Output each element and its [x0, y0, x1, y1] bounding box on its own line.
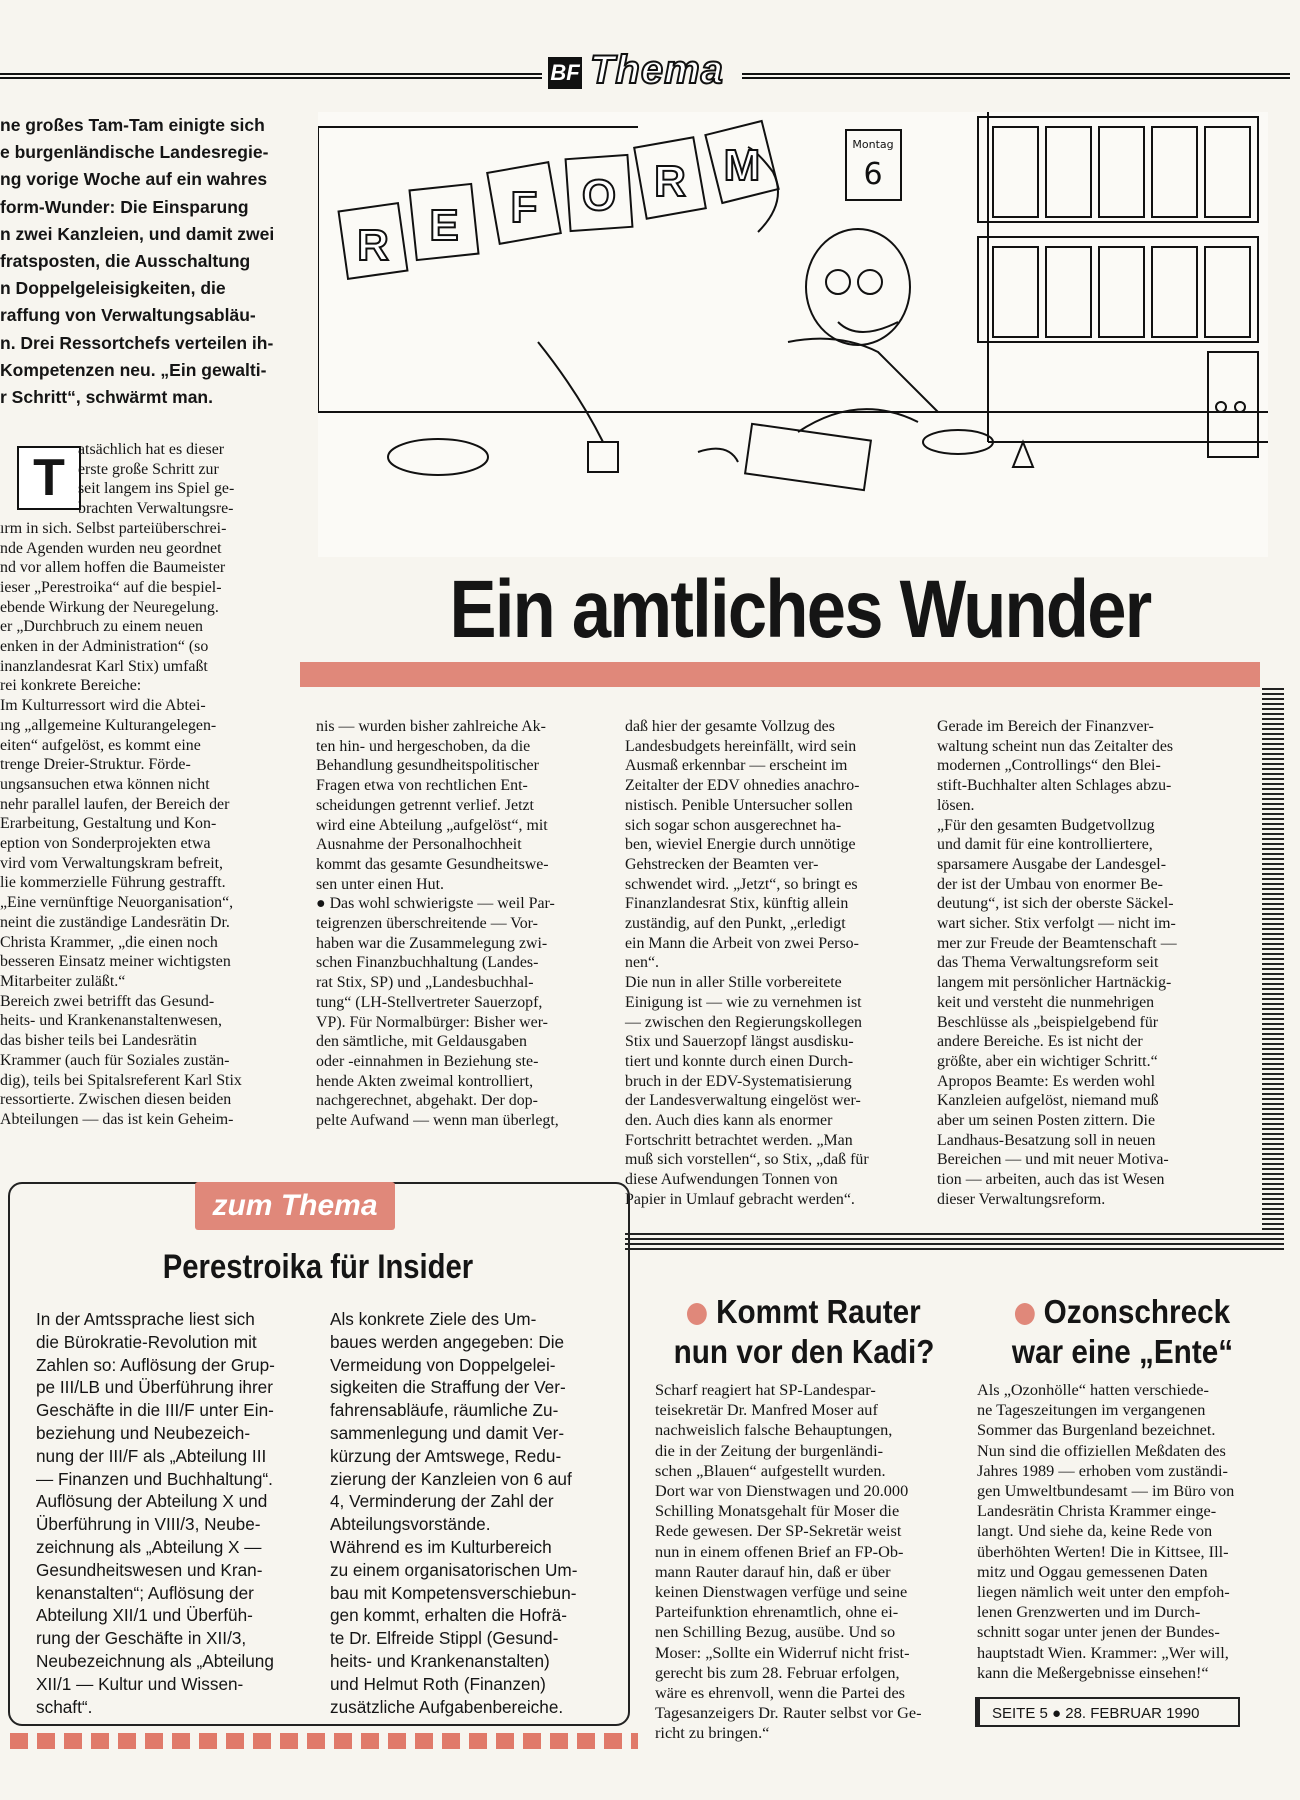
article-column-1 — [0, 440, 292, 1130]
text-line: richt zu bringen.“ — [655, 1723, 770, 1743]
text-line: stift-Buchhalter alten Schlages abzu- — [937, 777, 1172, 795]
text-line: ● Das wohl schwierigste — weil Par- — [316, 895, 555, 913]
text-line: Scharf reagiert hat SP-Landespar- — [655, 1380, 876, 1399]
page-footer: SEITE 5 ● 28. FEBRUAR 1990 — [975, 1697, 1240, 1727]
text-line: pelte Aufwand — wenn man überlegt, — [316, 1112, 559, 1130]
text-line: rei konkrete Bereiche: — [0, 677, 142, 695]
text-line: ben, wieviel Energie durch unnötige — [625, 836, 856, 854]
text-line: schen „Blauen“ aufgestellt wurden. — [655, 1460, 886, 1480]
section-title: Thema — [590, 48, 724, 92]
headline: Ein amtliches Wunder — [449, 564, 1151, 655]
text-line: „Für den gesamten Budgetvollzug — [937, 816, 1155, 834]
text-line: lösen. — [937, 796, 975, 814]
text-line: heits- und Krankenanstaltenwesen, — [0, 1012, 222, 1030]
text-line: zeichnung als „Abteilung X — — [36, 1536, 262, 1557]
text-line: tiert und konnte durch einen Durch- — [625, 1052, 854, 1070]
text-line: ebende Wirkung der Neuregelung. — [0, 598, 219, 616]
cartoon-letter: E — [429, 201, 459, 250]
text-line: sigkeiten die Straffung der Ver- — [330, 1377, 566, 1398]
text-line: Ausmaß erkennbar — erscheint im — [625, 757, 848, 775]
text-line: keinen Dienstwagen verfüge und seine — [655, 1582, 908, 1602]
text-line: deutung“, ist sich der oberste Säckel- — [937, 895, 1174, 913]
text-line: ıng „allgemeine Kulturangelegen- — [0, 716, 217, 734]
text-line: nde Agenden wurden neu geordnet — [0, 539, 222, 557]
text-line: Bereichen — und mit neuer Motiva- — [937, 1151, 1169, 1169]
text-line: Papier in Umlauf gebracht werden“. — [625, 1190, 855, 1208]
text-line: Vermeidung von Doppelgelei- — [330, 1354, 556, 1375]
text-line: kürzung der Amtswege, Redu- — [330, 1445, 562, 1466]
text-line: wäre es ehrenvoll, wenn die Partei des — [655, 1683, 906, 1703]
text-line: gen Umweltbundesamt — im Büro von — [977, 1481, 1235, 1501]
text-line: zu einem organisatorischen Um- — [330, 1559, 578, 1580]
text-line: ressortierte. Zwischen diesen beiden — [0, 1091, 232, 1109]
cartoon-letter: R — [654, 157, 686, 206]
text-line: fahrensabläufe, räumliche Zu- — [330, 1400, 559, 1421]
text-line: Kompetenzen neu. „Ein gewalti- — [0, 359, 267, 380]
text-line: nen Schilling Bezug, ausübe. Und so — [655, 1622, 896, 1642]
text-line: Landesrätin Christa Krammer einge- — [977, 1501, 1217, 1521]
text-line: Während es im Kulturbereich — [330, 1536, 552, 1557]
text-line: die in der Zeitung der burgenländi- — [655, 1440, 884, 1460]
text-line: kann die Meßergebnisse einsehen!“ — [977, 1662, 1209, 1682]
text-line: Ausnahme der Personalhochheit — [316, 836, 522, 854]
text-line: brachten Verwaltungsre- — [78, 500, 234, 518]
intro-lead — [0, 112, 294, 411]
text-line: wird eine Abteilung „aufgelöst“, mit — [316, 816, 548, 834]
text-line: enken in der Administration“ (so — [0, 638, 209, 656]
text-line: Zahlen so: Auflösung der Grup- — [36, 1354, 275, 1375]
text-line: nehr parallel laufen, der Bereich der — [0, 795, 230, 813]
text-line: Parteifunktion ehrenamtlich, ohne ei- — [655, 1602, 899, 1622]
text-line: keit und versteht die nunmehrigen — [937, 993, 1155, 1011]
text-line: das bisher teils bei Landesrätin — [0, 1032, 197, 1050]
text-line: XII/1 — Kultur und Wissen- — [36, 1673, 244, 1694]
text-line: dieser Verwaltungsreform. — [937, 1190, 1106, 1208]
text-line: sen unter einen Hut. — [316, 875, 444, 893]
cartoon-letter: M — [723, 141, 761, 190]
text-line: rat Stix, SP) und „Landesbuchhal- — [316, 974, 534, 992]
drop-cap: T — [17, 446, 81, 510]
box-dashed-rule — [10, 1733, 638, 1749]
text-line: scheidungen getrennt verlief. Jetzt — [316, 796, 534, 814]
text-line: Behandlung gesundheitspolitischer — [316, 757, 539, 775]
text-line: ng vorige Woche auf ein wahres — [0, 169, 268, 190]
bf-logo: BF — [548, 57, 582, 89]
kadi-article-body — [655, 1380, 960, 1744]
text-line: langt. Und siehe da, keine Rede von — [977, 1521, 1213, 1541]
text-line: Rede gewesen. Der SP-Sekretär weist — [655, 1521, 902, 1541]
text-line: teisekretär Dr. Manfred Moser auf — [655, 1400, 878, 1420]
text-line: Krammer (auch für Soziales zustän- — [0, 1051, 230, 1069]
text-line: lenen Grenzwerten und im Durch- — [977, 1602, 1201, 1622]
text-line: Fortschritt betrachtet werden. „Man — [625, 1131, 853, 1149]
text-line: baues werden angegeben: Die — [330, 1331, 565, 1352]
text-line: die Bürokratie-Revolution mit — [36, 1331, 257, 1352]
text-line: beziehung und Neubezeich- — [36, 1422, 251, 1443]
kadi-headline-line-1: Kommt Rauter — [661, 1292, 947, 1332]
text-line: zusätzliche Aufgabenbereiche. — [330, 1696, 564, 1717]
decor-stripes-right — [1262, 688, 1284, 1230]
bullet-dot — [687, 1303, 707, 1325]
ozon-headline — [985, 1292, 1260, 1372]
text-line: te Dr. Elfreide Stippl (Gesund- — [330, 1628, 559, 1649]
text-line: inanzlandesrat Karl Stix) umfaßt — [0, 657, 208, 675]
text-line: Abteilungen — das ist kein Geheim- — [0, 1110, 234, 1128]
text-line: Zeitalter der EDV ohnedies anachro- — [625, 777, 860, 795]
text-line: Fragen etwa von rechtlichen Ent- — [316, 777, 528, 795]
box-title: Perestroika für Insider — [162, 1248, 474, 1286]
text-line: Christa Krammer, „die einen noch — [0, 933, 218, 951]
text-line: Mitarbeiter zuläßt.“ — [0, 972, 126, 990]
text-line: das Thema Verwaltungsreform seit — [937, 954, 1159, 972]
text-line: tung“ (LH-Stellvertreter Sauerzopf, — [316, 993, 543, 1011]
text-line: Im Kulturressort wird die Abtei- — [0, 697, 206, 715]
text-line: seit langem ins Spiel ge- — [78, 480, 235, 498]
bullet-dot — [1015, 1303, 1035, 1325]
text-line: wart sicher. Stix verfolgt — nicht im- — [937, 915, 1176, 933]
text-line: und Helmut Roth (Finanzen) — [330, 1673, 546, 1694]
text-line: ein Mann die Arbeit von zwei Perso- — [625, 934, 859, 952]
text-line: ungsansuchen etwa können nicht — [0, 775, 210, 793]
text-line: Überführung in VIII/3, Neube- — [36, 1514, 261, 1535]
text-line: nd vor allem hoffen die Baumeister — [0, 559, 226, 577]
text-line: n. Drei Ressortchefs verteilen ih- — [0, 332, 274, 353]
text-line: Landhaus-Besatzung soll in neuen — [937, 1131, 1156, 1149]
text-line: diese Aufwendungen Tonnen von — [625, 1171, 838, 1189]
cartoon-letter: O — [581, 171, 617, 220]
cartoon-calendar-date: 6 — [863, 157, 883, 192]
text-line: mitz und Oggau gemessenen Daten — [977, 1561, 1208, 1581]
text-line: erste große Schritt zur — [78, 460, 219, 478]
box-column-left — [36, 1308, 299, 1718]
text-line: modernen „Controllings“ den Blei- — [937, 757, 1161, 775]
text-line: sparsamere Ausgabe der Landesgel- — [937, 855, 1166, 873]
text-line: sich sogar schon ausgerechnet ha- — [625, 816, 842, 834]
text-line: gerecht bis zum 28. Februar erfolgen, — [655, 1662, 900, 1682]
text-line: nachgerechnet, abgehakt. Der dop- — [316, 1092, 538, 1110]
text-line: andere Bereiche. Es ist nicht der — [937, 1033, 1143, 1051]
text-line: vird vom Verwaltungskram befreit, — [0, 854, 224, 872]
text-line: kommt das gesamte Gesundheitswe- — [316, 855, 549, 873]
text-line: besseren Einsatz meiner wichtigsten — [0, 953, 231, 971]
text-line: überhöhten Werten! Die in Kittsee, Ill- — [977, 1541, 1229, 1561]
text-line: Dort war von Dienstwagen und 20.000 — [655, 1481, 909, 1501]
text-line: n Doppelgeleisigkeiten, die — [0, 278, 226, 299]
kadi-headline — [661, 1292, 947, 1372]
text-line: Sommer das Burgenland bezeichnet. — [977, 1420, 1216, 1440]
cartoon-letter: R — [357, 221, 389, 270]
text-line: liegen nämlich weit unter den empfoh- — [977, 1582, 1230, 1602]
text-line: nen“. — [625, 954, 659, 972]
text-line: Gerade im Bereich der Finanzver- — [937, 718, 1154, 735]
headline-red-bar — [300, 662, 1260, 687]
text-line: Apropos Beamte: Es werden wohl — [937, 1072, 1156, 1090]
text-line: In der Amtssprache liest sich — [36, 1309, 255, 1329]
text-line: Abteilung XII/1 und Überfüh- — [36, 1605, 253, 1626]
text-line: Kanzleien aufgelöst, niemand muß — [937, 1092, 1159, 1110]
text-line: Stix und Sauerzopf längst ausdisku- — [625, 1033, 854, 1051]
text-line: Nun sind die offiziellen Meßdaten des — [977, 1440, 1226, 1460]
text-line: eption von Sonderprojekten etwa — [0, 835, 211, 853]
text-line: dig), teils bei Spitalsreferent Karl Stix — [0, 1071, 242, 1089]
article-column-2 — [316, 717, 613, 1131]
text-line: Beschlüsse als „beispielgebend für — [937, 1013, 1159, 1031]
text-line: raffung von Verwaltungsabläu- — [0, 305, 256, 326]
text-line: hende Akten zweimal kontrolliert, — [316, 1072, 534, 1090]
text-line: sammenlegung und damit Ver- — [330, 1422, 565, 1443]
text-line: der ist der Umbau von enormer Be- — [937, 875, 1163, 893]
text-line: teigrenzen überschreitende — Vor- — [316, 915, 538, 933]
text-line: ne Tageszeitungen im vergangenen — [977, 1400, 1206, 1420]
text-line: den sämtliche, mit Geldausgaben — [316, 1033, 527, 1051]
text-line: e burgenländische Landesregie- — [0, 142, 269, 163]
text-line: Einigung ist — wie zu vernehmen ist — [625, 993, 862, 1011]
text-line: n zwei Kanzleien, und damit zwei — [0, 223, 275, 244]
text-line: aber um seinen Posten zittern. Die — [937, 1112, 1155, 1130]
text-line: 4, Verminderung der Zahl der — [330, 1491, 554, 1512]
header-rule-left — [0, 73, 542, 80]
text-line: den. Auch dies kann als enormer — [625, 1112, 833, 1130]
text-line: hauptstadt Wien. Krammer: „Wer will, — [977, 1642, 1229, 1662]
text-line: rung der Geschäfte in XII/3, — [36, 1628, 247, 1649]
text-line: er „Durchbruch zu einem neuen — [0, 618, 203, 636]
text-line: tion — arbeiten, auch das ist Wesen — [937, 1171, 1165, 1189]
text-line: Landesbudgets hereinfällt, wird sein — [625, 737, 857, 755]
text-line: gen kommt, erhalten die Hofrä- — [330, 1605, 567, 1626]
text-line: oder -einnahmen in Beziehung ste- — [316, 1052, 539, 1070]
text-line: und damit für eine kontrolliertere, — [937, 836, 1153, 854]
text-line: mer zur Freude der Beamtenschaft — — [937, 934, 1177, 952]
text-line: zuständig, auf den Punkt, „erledigt — [625, 915, 846, 933]
box-banner: zum Thema — [195, 1182, 395, 1230]
text-line: pe III/LB und Überführung ihrer — [36, 1377, 273, 1398]
text-line: eiten“ aufgelöst, es kommt eine — [0, 736, 201, 754]
text-line: nachweislich falsche Behauptungen, — [655, 1420, 893, 1440]
text-line: lie kommerzielle Führung gestrafft. — [0, 874, 226, 892]
text-line: Finanzlandesrat Stix, künftig allein — [625, 895, 849, 913]
text-line: zierung der Kanzleien von 6 auf — [330, 1468, 572, 1489]
text-line: — Finanzen und Buchhaltung“. — [36, 1468, 273, 1489]
text-line: nun in einem offenen Brief an FP-Ob- — [655, 1541, 904, 1561]
text-line: neint die zuständige Landesrätin Dr. — [0, 913, 230, 931]
text-line: bau mit Kompetensverschiebun- — [330, 1582, 577, 1603]
text-line: Bereich zwei betrifft das Gesund- — [0, 992, 215, 1010]
ozon-article-body — [977, 1380, 1245, 1683]
text-line: VP). Für Normalbürger: Bisher wer- — [316, 1013, 548, 1031]
text-line: ırm in sich. Selbst parteiüberschrei- — [0, 519, 227, 537]
text-line: Als konkrete Ziele des Um- — [330, 1309, 537, 1329]
text-line: mann Rauter darauf hin, daß er über — [655, 1561, 891, 1581]
text-line: ten hin- und hergeschoben, da die — [316, 737, 531, 755]
text-line: nis — wurden bisher zahlreiche Ak- — [316, 718, 546, 735]
text-line: Schilling Monatsgehalt für Moser die — [655, 1501, 900, 1521]
cartoon-letter: F — [510, 183, 538, 232]
text-line: „Eine vernünftige Neuorganisation“, — [0, 894, 234, 912]
text-line: Gehstrecken der Beamten ver- — [625, 855, 819, 873]
text-line: Erarbeitung, Gestaltung und Kon- — [0, 815, 217, 833]
text-line: Tagesanzeigers Dr. Rauter selbst vor Ge- — [655, 1703, 922, 1723]
cartoon-illustration — [318, 112, 1268, 557]
text-line: bruch in der EDV-Systematisierung — [625, 1072, 852, 1090]
kadi-headline-line-2: nun vor den Kadi? — [673, 1333, 935, 1370]
text-line: Neubezeichnung als „Abteilung — [36, 1650, 274, 1671]
text-line: schaft“. — [36, 1696, 93, 1717]
text-line: atsächlich hat es dieser — [78, 441, 225, 458]
text-line: Auflösung der Abteilung X und — [36, 1491, 268, 1512]
text-line: größte, aber ein wichtiger Schritt.“ — [937, 1052, 1158, 1070]
article-column-4 — [937, 717, 1255, 1210]
text-line: langem mit persönlicher Hartnäckig- — [937, 974, 1172, 992]
text-line: Als „Ozonhölle“ hatten verschiede- — [977, 1380, 1209, 1399]
text-line: Die nun in aller Stille vorbereitete — [625, 974, 842, 992]
text-line: daß hier der gesamte Vollzug des — [625, 718, 835, 735]
text-line: Geschäfte in die III/F unter Ein- — [36, 1400, 274, 1421]
text-line: schen Finanzbuchhaltung (Landes- — [316, 954, 539, 972]
text-line: form-Wunder: Die Einsparung — [0, 196, 249, 217]
cartoon-calendar-day: Montag — [852, 138, 894, 151]
text-line: waltung scheint nun das Zeitalter des — [937, 737, 1174, 755]
text-line: trenge Dreier-Struktur. Förde- — [0, 756, 191, 774]
ozon-headline-line-1: Ozonschreck — [985, 1292, 1260, 1332]
text-line: ieser „Perestroika“ auf die bespiel- — [0, 578, 222, 596]
text-line: — zwischen den Regierungskollegen — [625, 1013, 862, 1031]
article-column-3 — [625, 717, 918, 1210]
text-line: Abteilungsvorstände. — [330, 1514, 491, 1535]
header-rule-right — [742, 73, 1290, 80]
text-line: r Schritt“, schwärmt man. — [0, 387, 213, 408]
text-line: der Landesverwaltung eingelöst wer- — [625, 1092, 861, 1110]
decor-stripes-bottom — [625, 1233, 1284, 1253]
text-line: Moser: „Sollte ein Widerruf nicht frist- — [655, 1642, 910, 1662]
text-line: schnitt sogar unter jenen der Bundes- — [977, 1622, 1220, 1642]
text-line: kenanstalten“; Auflösung der — [36, 1582, 254, 1603]
text-line: muß sich vorstellen“, so Stix, „daß für — [625, 1151, 869, 1169]
text-line: Jahres 1989 — erhoben vom zuständi- — [977, 1460, 1228, 1480]
text-line: nistisch. Penible Untersucher sollen — [625, 796, 853, 814]
ozon-headline-line-2: war eine „Ente“ — [1011, 1333, 1234, 1370]
text-line: ne großes Tam-Tam einigte sich — [0, 115, 265, 135]
text-line: haben war die Zusammelegung zwi- — [316, 934, 548, 952]
text-line: schwendet wird. „Jetzt“, so bringt es — [625, 875, 858, 893]
text-line: Gesundheitswesen und Kran- — [36, 1559, 263, 1580]
text-line: fratsposten, die Ausschaltung — [0, 251, 251, 272]
text-line: nung der III/F als „Abteilung III — [36, 1445, 267, 1466]
box-column-right — [330, 1308, 594, 1718]
text-line: heits- und Krankenanstalten) — [330, 1650, 550, 1671]
